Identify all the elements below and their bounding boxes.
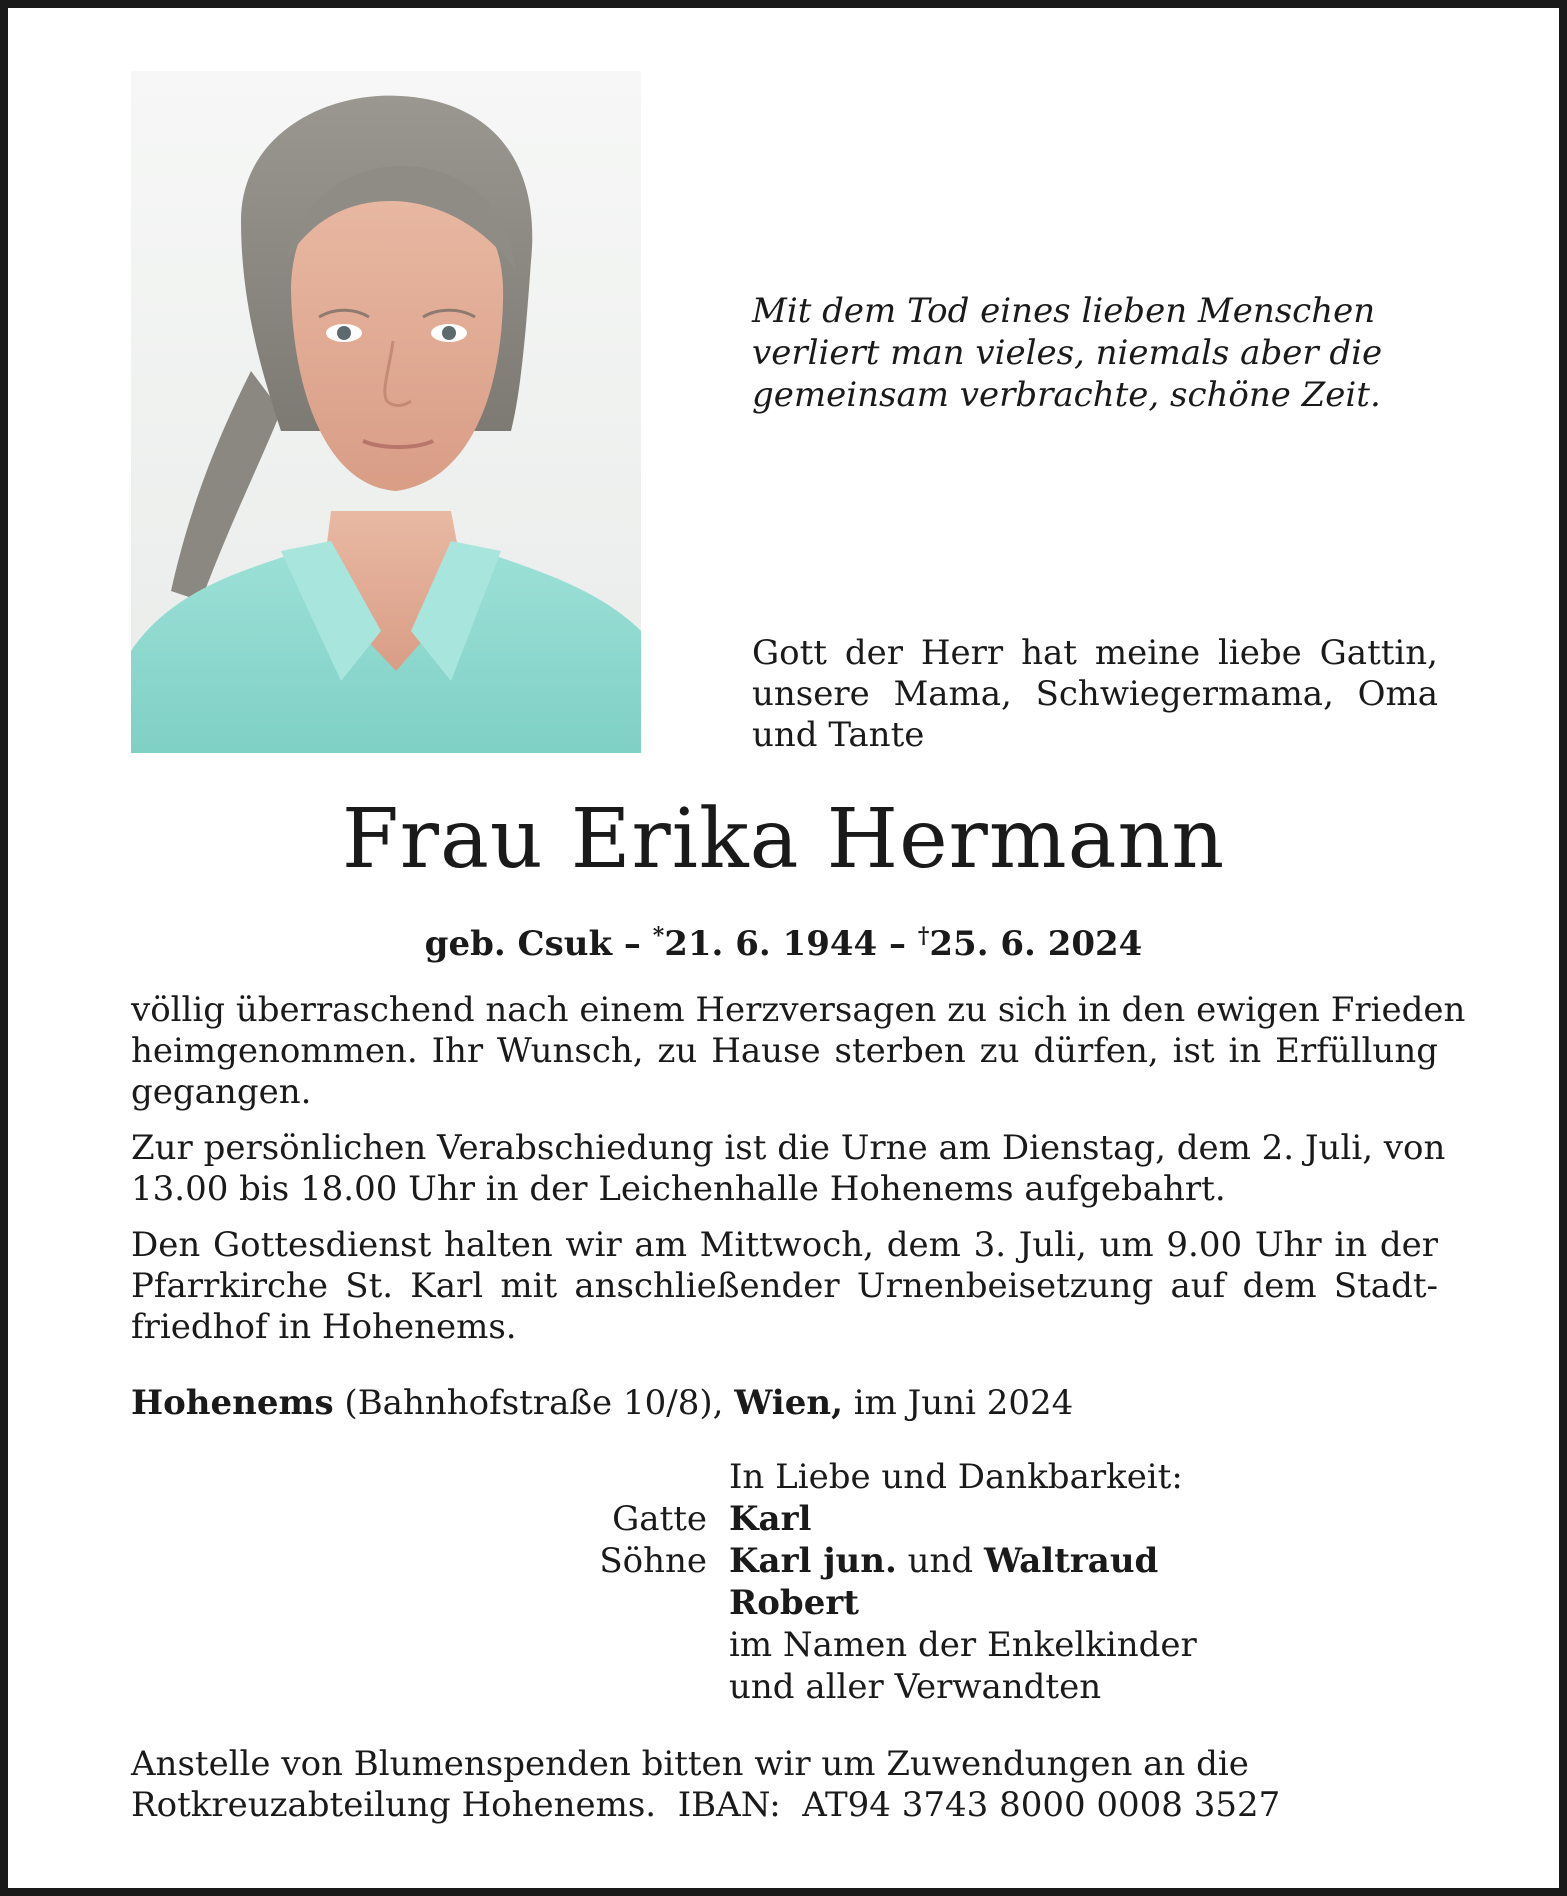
role-label: Söhne: [599, 1541, 707, 1581]
mourner-name: Karl jun.: [729, 1541, 897, 1581]
closing-line: und aller Verwandten: [729, 1667, 1102, 1707]
mourners-heading: In Liebe und Dankbarkeit:: [729, 1457, 1183, 1497]
paragraph-line: friedhof in Hohenems.: [131, 1307, 517, 1347]
maiden-name: geb. Csuk: [424, 924, 613, 964]
paragraph-announcement: [131, 990, 1466, 1113]
intro-line: und Tante: [752, 715, 925, 755]
paragraph-line: Zur persönlichen Verabschiedung ist die Urne am Dienstag, dem 2. Juli, von: [131, 1128, 1446, 1168]
closing-line: im Namen der Enkelkinder: [729, 1625, 1197, 1665]
donation-iban-line: Rotkreuzabteilung Hohenems. IBAN: AT94 3743 8000 0008 3527: [131, 1785, 1281, 1825]
paragraph-line: heimgenommen. Ihr Wunsch, zu Hause sterben zu dürfen, ist in Erfüllung: [131, 1031, 1438, 1071]
intro-line: Gott der Herr hat meine liebe Gattin,: [752, 633, 1438, 673]
portrait-photo: [131, 71, 641, 753]
paragraph-service: [131, 1225, 1438, 1348]
paragraph-line: völlig überraschend nach einem Herzversagen zu sich in den ewigen Frieden: [131, 990, 1466, 1030]
quote-line: gemeinsam verbrachte, schöne Zeit.: [752, 375, 1381, 415]
mourner-row-son2: [440, 1582, 1340, 1624]
separator: –: [623, 924, 641, 964]
mourner-row-closing: [440, 1666, 1340, 1708]
portrait-image: [131, 71, 641, 753]
paragraph-line: Pfarrkirche St. Karl mit anschließender Urnenbeisetzung auf dem Stadt-: [131, 1266, 1438, 1306]
paragraph-line: gegangen.: [131, 1072, 312, 1112]
address: (Bahnhofstraße 10/8),: [333, 1383, 735, 1423]
place-and-date: [131, 1383, 1073, 1424]
donation-note: [131, 1744, 1438, 1826]
mourner-row-sons: [440, 1540, 1340, 1582]
role-label: Gatte: [612, 1499, 707, 1539]
mourner-name: Karl: [729, 1499, 812, 1539]
life-dates: [0, 912, 1567, 968]
quote-line: verliert man vieles, niemals aber die: [752, 333, 1383, 373]
conjunction: und: [896, 1541, 985, 1581]
donation-line: Anstelle von Blumenspenden bitten wir um Zuwendungen an die: [131, 1744, 1249, 1784]
deceased-name: Frau Erika Hermann: [341, 792, 1226, 887]
birth-symbol: *: [652, 923, 665, 949]
mourners-list: [440, 1456, 1340, 1708]
mourner-name: Robert: [729, 1583, 859, 1623]
intro-text: [752, 633, 1438, 756]
memorial-quote: [752, 290, 1452, 416]
city-hohenems: Hohenems: [131, 1383, 334, 1423]
birth-date: 21. 6. 1944: [664, 924, 878, 964]
intro-line: unsere Mama, Schwiegermama, Oma: [752, 674, 1438, 714]
mourner-row-spouse: [440, 1498, 1340, 1540]
mourner-row-closing: [440, 1624, 1340, 1666]
death-symbol: †: [917, 923, 930, 949]
mourners-heading-row: [440, 1456, 1340, 1498]
quote-line: Mit dem Tod eines lieben Menschen: [752, 291, 1376, 331]
death-date: 25. 6. 2024: [929, 924, 1143, 964]
paragraph-viewing: [131, 1128, 1446, 1210]
issue-date: im Juni 2024: [842, 1383, 1074, 1423]
city-wien: Wien,: [734, 1383, 843, 1423]
separator: –: [889, 924, 907, 964]
paragraph-line: 13.00 bis 18.00 Uhr in der Leichenhalle Hohenems aufgebahrt.: [131, 1169, 1226, 1209]
paragraph-line: Den Gottesdienst halten wir am Mittwoch, dem 3. Juli, um 9.00 Uhr in der: [131, 1225, 1438, 1265]
mourner-name: Waltraud: [984, 1541, 1159, 1581]
